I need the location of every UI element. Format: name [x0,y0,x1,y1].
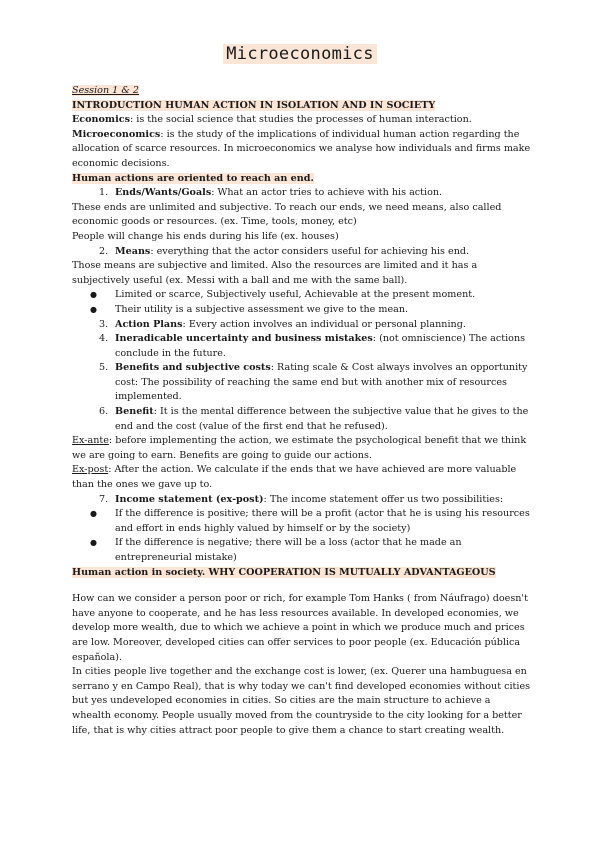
paragraph-ends-change: People will change his ends during his life (ex. houses) [72,230,339,242]
bullet-icon: ● [90,509,97,519]
ends-heading: Human actions are oriented to reach an end. [72,172,314,184]
list-item-benefit: 6. Benefit: It is the mental difference between the subjective value that he gives to the end and the cost (value of the first end that he refused). [99,406,529,432]
bullet-icon: ● [90,304,97,314]
bullet-item-loss: ● If the difference is negative; there will be a loss (actor that he made an entrepreneurial mistake) [90,537,462,563]
bullet-icon: ● [90,290,97,300]
paragraph-cities: In cities people live together and the exchange cost is lower, (ex. Querer una hambuguesa en serrano y en Campo Real), that is why today we can't find developed economies without cities but yes undeveloped economies in cities. So cities are the main structure to achieve a whealth economy. People usually moved from the countryside to the city looking for a better life, that is why cities attract poor people to give them a chance to start creating wealth. [72,666,531,736]
bullet-item-scarce: ● Limited or scarce, Subjectively useful, Achievable at the present moment. [72,288,532,303]
paragraph-ends: These ends are unlimited and subjective. To reach our ends, we need means, also called economic goods or resources. (ex. Time, tools, money, etc) [72,201,502,228]
paragraph-poor-rich: How can we consider a person poor or rich, for example Tom Hanks ( from Náufrago) doesn't have anyone to cooperate, and he has less resources available. In developed economies, we develop more wealth, due to which we achieve a point in which we produce much and prices are low. Moreover, developed cities can offer services to poor people (ex. Educación pública española). [72,593,528,663]
paragraph-means: Those means are subjective and limited. Also the resources are limited and it has a subjectively useful (ex. Messi with a ball and me with the same ball). [72,260,478,286]
bullet-item-utility: ● Their utility is a subjective assessment we give to the mean. [72,303,532,318]
microeconomics-definition: Microeconomics: is the study of the implications of individual human action regarding the allocation of scarce resources. In microeconomics we analyse how individuals and firms make economic decisions. [72,128,531,169]
spacer [72,580,532,592]
document-body [72,84,532,738]
list-item-income-statement: 7. Income statement (ex-post): The income statement offer us two possibilities: [99,493,504,505]
economics-definition: Economics: is the social science that studies the processes of human interaction. [72,114,472,126]
society-heading: Human action in society. WHY COOPERATION IS MUTUALLY ADVANTAGEOUS [72,566,496,578]
bullet-icon: ● [90,538,97,548]
bullet-item-profit: ● If the difference is positive; there will be a profit (actor that he is using his resources and effort in ends highly valued by himself or by the society) [90,508,530,534]
ex-ante-paragraph: Ex-ante: before implementing the action, we estimate the psychological benefit that we think we are going to earn. Benefits are going to guide our actions. [72,435,527,461]
intro-heading: INTRODUCTION HUMAN ACTION IN ISOLATION AND IN SOCIETY [72,99,436,111]
list-item-ends: 1. Ends/Wants/Goals: What an actor tries to achieve with his action. [99,187,443,199]
session-label: Session 1 & 2 [72,85,140,96]
list-item-means: 2. Means: everything that the actor considers useful for achieving his end. [99,245,470,257]
document-title: Microeconomics [0,44,600,64]
ex-post-paragraph: Ex-post: After the action. We calculate if the ends that we have achieved are more valuable than the ones we gave up to. [72,464,517,491]
list-item-uncertainty: 4. Ineradicable uncertainty and business mistakes: (not omniscience) The actions conclude in the future. [99,333,526,359]
list-item-action-plans: 3. Action Plans: Every action involves an individual or personal planning. [99,318,466,330]
list-item-benefits-costs: 5. Benefits and subjective costs: Rating scale & Cost always involves an opportunity cost: The possibility of reaching the same end but with another mix of resources implemented. [99,362,528,403]
